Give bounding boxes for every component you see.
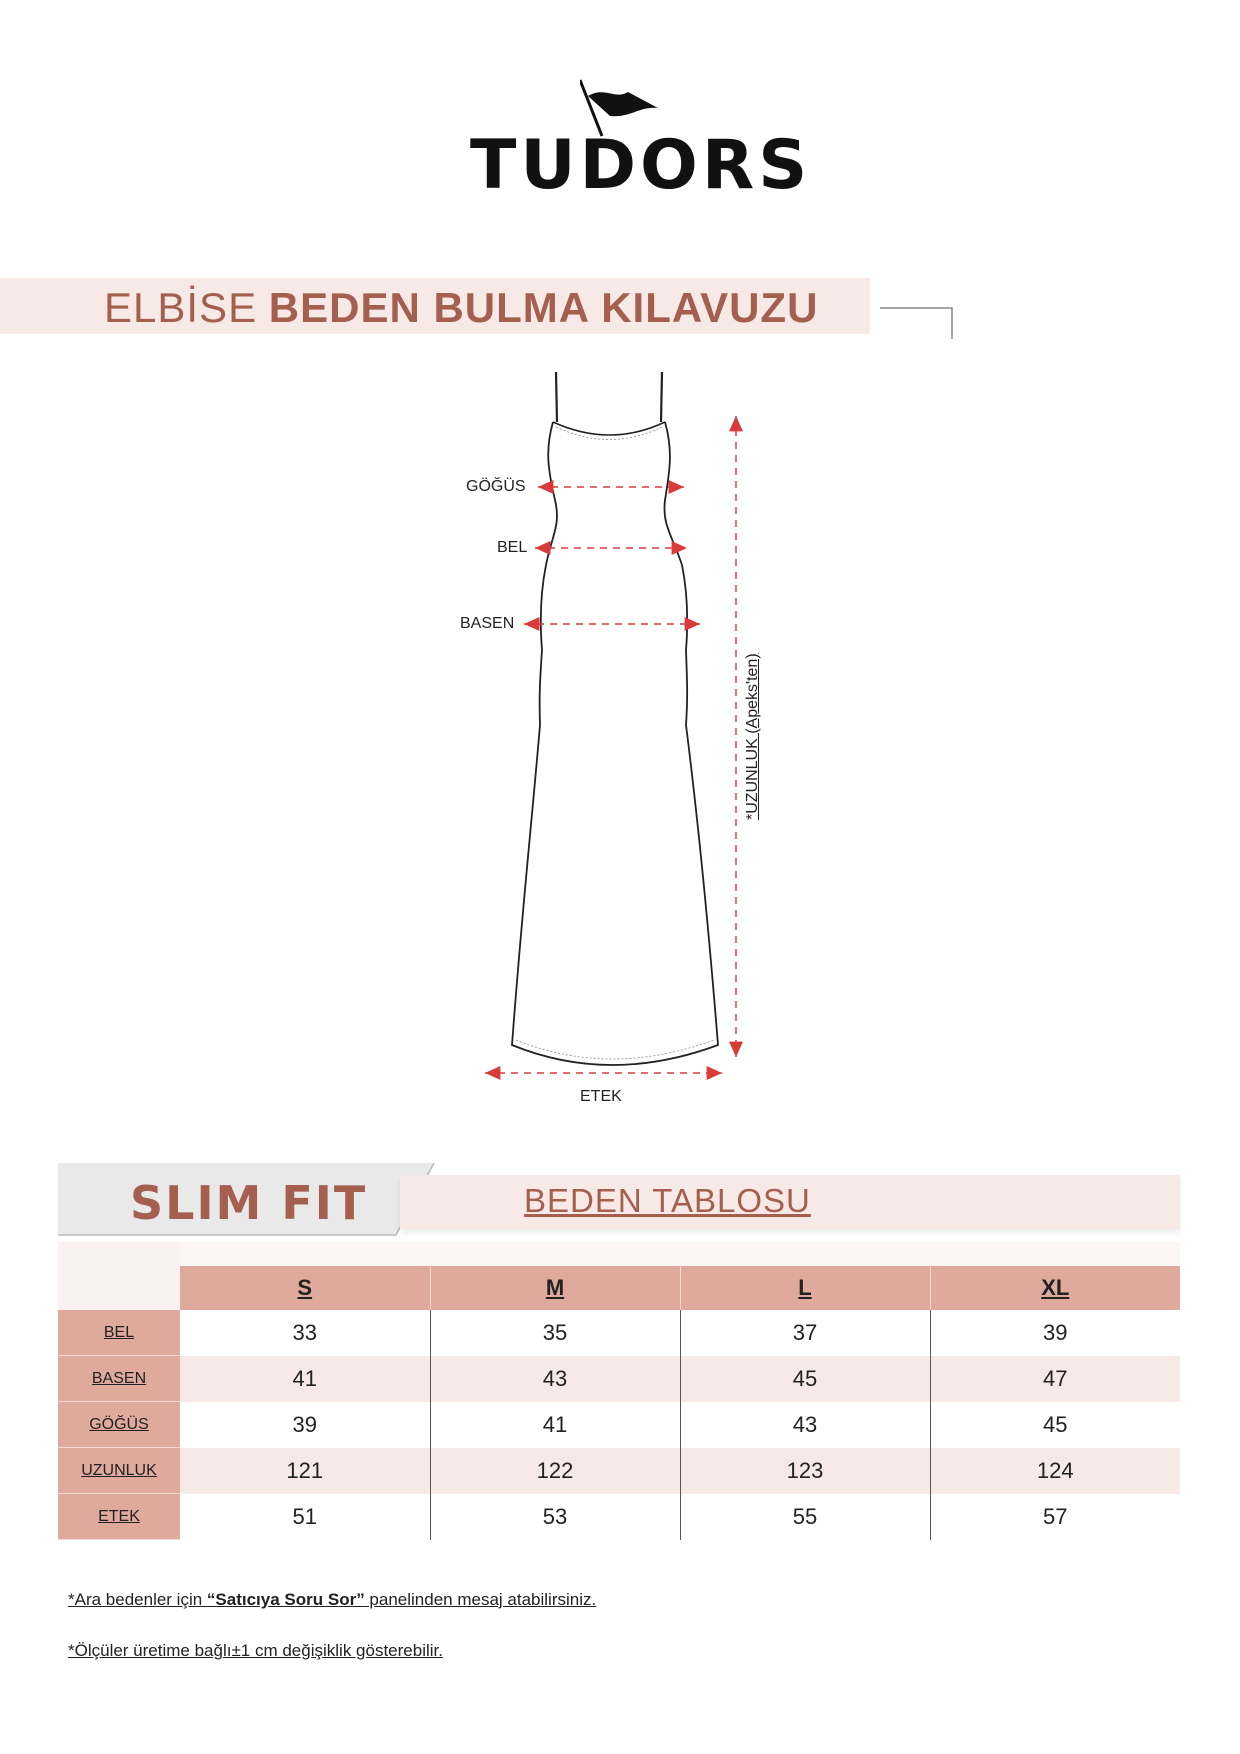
- table-corner: [58, 1266, 180, 1310]
- size-header-xl: XL: [930, 1266, 1180, 1310]
- table-cell: 39: [180, 1402, 430, 1448]
- table-cell: 41: [180, 1356, 430, 1402]
- label-chest: GÖĞÜS: [466, 478, 526, 495]
- table-row: [58, 1310, 1180, 1356]
- note1-suffix: panelinden mesaj atabilirsiniz.: [364, 1590, 597, 1609]
- size-header-s: S: [180, 1266, 430, 1310]
- table-cell: 51: [180, 1494, 430, 1540]
- table-row: [58, 1448, 1180, 1494]
- table-cell: 53: [430, 1494, 680, 1540]
- table-header-row: [58, 1266, 1180, 1310]
- table-cell: 43: [430, 1356, 680, 1402]
- row-label-uzunluk: UZUNLUK: [58, 1448, 180, 1494]
- title-corner-line: [880, 307, 954, 339]
- table-cell: 41: [430, 1402, 680, 1448]
- size-header-l: L: [680, 1266, 930, 1310]
- table-cell: 45: [930, 1402, 1180, 1448]
- table-cell: 47: [930, 1356, 1180, 1402]
- label-waist: BEL: [497, 539, 528, 556]
- table-spacer: [58, 1242, 1180, 1266]
- row-label-gogus: GÖĞÜS: [58, 1402, 180, 1448]
- table-row: [58, 1494, 1180, 1540]
- row-label-basen: BASEN: [58, 1356, 180, 1402]
- label-hip: BASEN: [460, 615, 515, 632]
- note-tolerance: *Ölçüler üretime bağlı±1 cm değişiklik gösterebilir.: [68, 1641, 443, 1660]
- note1-bold: “Satıcıya Soru Sor”: [206, 1590, 365, 1609]
- title-light: ELBİSE: [104, 284, 258, 331]
- brand-logo: [470, 78, 812, 208]
- note1-prefix: *Ara bedenler için: [68, 1590, 207, 1609]
- table-cell: 124: [930, 1448, 1180, 1494]
- dress-diagram: [440, 360, 800, 1130]
- fit-label: SLIM FIT: [130, 1176, 368, 1230]
- brand-name: TUDORS: [470, 126, 812, 205]
- size-table: [58, 1242, 1180, 1540]
- table-cell: 123: [680, 1448, 930, 1494]
- row-label-etek: ETEK: [58, 1494, 180, 1540]
- label-hem: ETEK: [580, 1088, 622, 1105]
- table-cell: 43: [680, 1402, 930, 1448]
- size-header-m: M: [430, 1266, 680, 1310]
- table-row: [58, 1356, 1180, 1402]
- table-cell: 121: [180, 1448, 430, 1494]
- title-bold: BEDEN BULMA KILAVUZU: [268, 284, 819, 331]
- row-label-bel: BEL: [58, 1310, 180, 1356]
- size-table-title: BEDEN TABLOSU: [524, 1182, 811, 1219]
- table-cell: 55: [680, 1494, 930, 1540]
- page-title: [104, 284, 818, 332]
- table-cell: 122: [430, 1448, 680, 1494]
- note-intermediate-sizes: [68, 1590, 596, 1610]
- table-row: [58, 1402, 1180, 1448]
- table-cell: 37: [680, 1310, 930, 1356]
- table-cell: 57: [930, 1494, 1180, 1540]
- table-cell: 35: [430, 1310, 680, 1356]
- label-length: *UZUNLUK (Apeks'ten): [744, 653, 761, 820]
- table-cell: 45: [680, 1356, 930, 1402]
- title-band: [0, 278, 870, 334]
- table-cell: 33: [180, 1310, 430, 1356]
- table-cell: 39: [930, 1310, 1180, 1356]
